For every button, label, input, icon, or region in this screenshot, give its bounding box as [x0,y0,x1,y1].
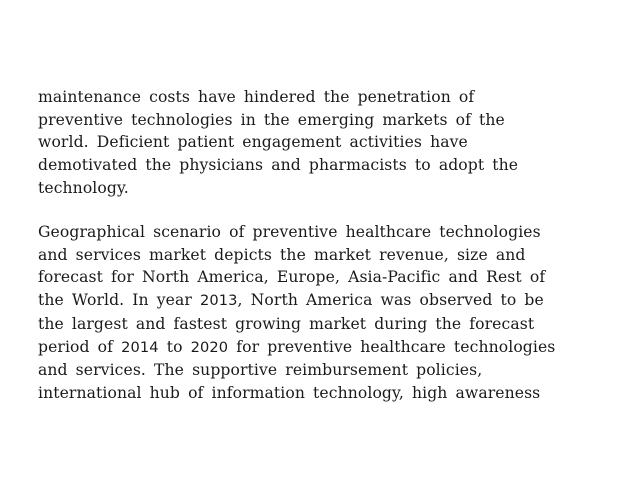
text-line: technology. [38,178,129,197]
text-line: the World. In year 2013, North America was observed to be [38,291,544,310]
text-line: the largest and fastest growing market during the forecast [38,314,535,333]
year-number: 2014 [121,338,159,356]
text-line: Geographical scenario of preventive healthcare technologies [38,223,541,241]
text-line: forecast for North America, Europe, Asia-Pacific and Rest of [38,268,546,287]
text-line: international hub of information technology, high awareness [38,383,541,402]
text-line: maintenance costs have hindered the penetration of [38,88,475,106]
year-number: 2013 [200,292,238,310]
paragraph-1 [38,86,608,200]
year-number: 2020 [190,338,229,356]
text-line: period of 2014 to 2020 for preventive healthcare technologies [38,337,556,356]
text-line: preventive technologies in the emerging markets of the [38,110,505,129]
text-line: and services. The supportive reimbursement policies, [38,361,483,380]
text-line: demotivated the physicians and pharmacists to adopt the [38,156,519,175]
paragraph-2 [38,221,608,405]
text-line: and services market depicts the market revenue, size and [38,245,526,264]
text-line: world. Deficient patient engagement activities have [38,133,468,152]
